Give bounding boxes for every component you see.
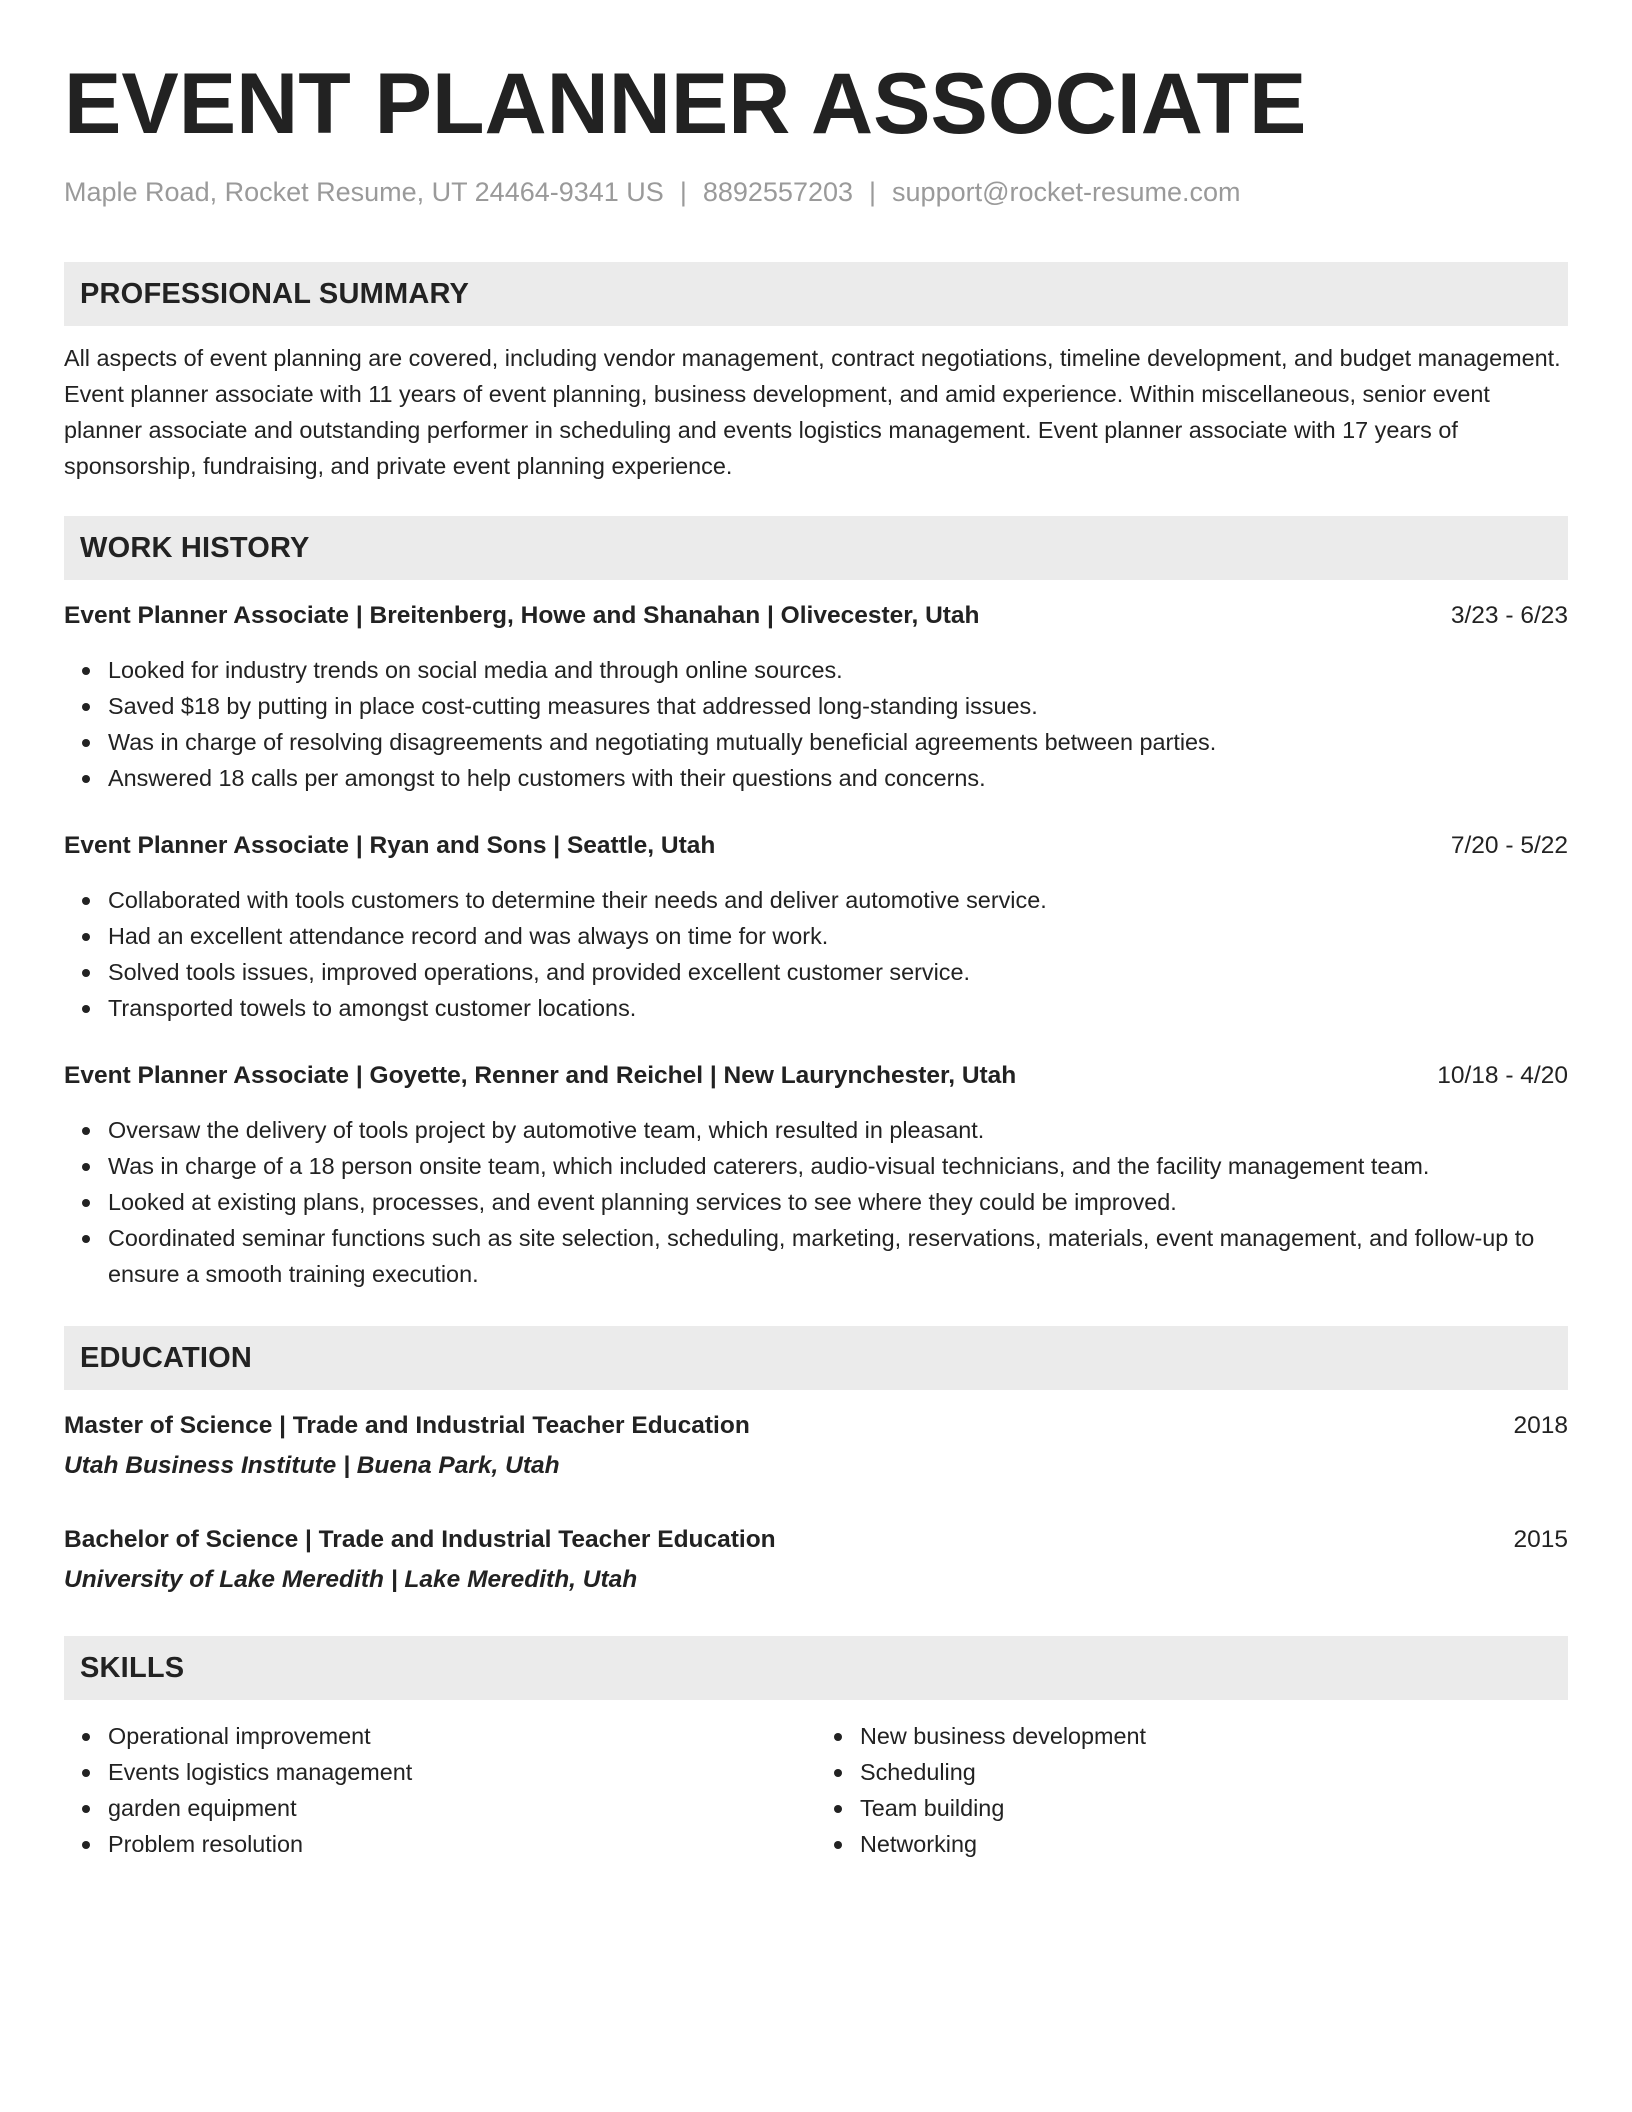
skill-item: Networking <box>860 1826 1568 1862</box>
section-heading-skills: SKILLS <box>64 1636 1568 1700</box>
job-bullet: Answered 18 calls per amongst to help customers with their questions and concerns. <box>108 760 1568 796</box>
job-entry <box>64 1058 1568 1292</box>
job-dates: 3/23 - 6/23 <box>1450 602 1568 629</box>
job-bullet: Coordinated seminar functions such as site selection, scheduling, marketing, reservations, materials, event management, and follow-up to ensure a smooth training execution. <box>108 1220 1568 1292</box>
education-year: 2018 <box>1513 1412 1568 1439</box>
degree-title: Bachelor of Science | Trade and Industrial Teacher Education <box>64 1526 776 1553</box>
job-bullet: Saved $18 by putting in place cost-cutting measures that addressed long-standing issues. <box>108 688 1568 724</box>
section-heading-work-history: WORK HISTORY <box>64 516 1568 580</box>
job-bullet: Transported towels to amongst customer locations. <box>108 990 1568 1026</box>
education-entry <box>64 1522 1568 1598</box>
job-bullet: Oversaw the delivery of tools project by automotive team, which resulted in pleasant. <box>108 1112 1568 1148</box>
skills-list <box>64 1718 1568 1862</box>
education-year: 2015 <box>1513 1526 1568 1553</box>
resume-name: EVENT PLANNER ASSOCIATE <box>64 56 1307 152</box>
section-heading-summary: PROFESSIONAL SUMMARY <box>64 262 1568 326</box>
job-title: Event Planner Associate | Goyette, Renner and Reichel | New Laurynchester, Utah <box>64 1062 1017 1089</box>
skill-item: garden equipment <box>108 1790 816 1826</box>
job-bullet: Was in charge of resolving disagreements and negotiating mutually beneficial agreements between parties. <box>108 724 1568 760</box>
contact-line <box>64 174 1568 210</box>
job-dates: 10/18 - 4/20 <box>1437 1062 1568 1089</box>
school-name: Utah Business Institute | Buena Park, Utah <box>64 1452 560 1479</box>
job-entry <box>64 828 1568 1026</box>
job-dates: 7/20 - 5/22 <box>1450 832 1568 859</box>
job-bullet: Looked at existing plans, processes, and event planning services to see where they could be improved. <box>108 1184 1568 1220</box>
job-bullets <box>64 1112 1568 1292</box>
education-entry <box>64 1408 1568 1484</box>
skill-item: Events logistics management <box>108 1754 816 1790</box>
skills-column-left <box>64 1718 816 1862</box>
skill-item: Operational improvement <box>108 1718 816 1754</box>
job-bullets <box>64 652 1568 796</box>
job-bullet: Solved tools issues, improved operations, and provided excellent customer service. <box>108 954 1568 990</box>
school-name: University of Lake Meredith | Lake Meredith, Utah <box>64 1566 638 1593</box>
summary-text: All aspects of event planning are covered, including vendor management, contract negotiations, timeline development, and budget management. Event planner associate with 11 years of event planning, business development, and amid experience. Within miscellaneous, senior event planner associate and outstanding performer in scheduling and events logistics management. Event planner associate with 17 years of sponsorship, fundraising, and private event planning experience. <box>64 345 1561 479</box>
job-bullet: Was in charge of a 18 person onsite team, which included caterers, audio-visual technicians, and the facility management team. <box>108 1148 1568 1184</box>
skill-item: New business development <box>860 1718 1568 1754</box>
contact-email: support@rocket-resume.com <box>892 177 1241 207</box>
contact-address: Maple Road, Rocket Resume, UT 24464-9341 US <box>64 177 664 207</box>
contact-separator: | <box>679 177 687 207</box>
degree-title: Master of Science | Trade and Industrial Teacher Education <box>64 1412 750 1439</box>
contact-separator: | <box>869 177 877 207</box>
job-entry <box>64 598 1568 796</box>
skill-item: Scheduling <box>860 1754 1568 1790</box>
section-heading-education: EDUCATION <box>64 1326 1568 1390</box>
job-title: Event Planner Associate | Breitenberg, Howe and Shanahan | Olivecester, Utah <box>64 602 980 629</box>
job-bullets <box>64 882 1568 1026</box>
skill-item: Problem resolution <box>108 1826 816 1862</box>
job-bullet: Had an excellent attendance record and was always on time for work. <box>108 918 1568 954</box>
skills-column-right <box>816 1718 1568 1862</box>
job-title: Event Planner Associate | Ryan and Sons | Seattle, Utah <box>64 832 716 859</box>
skill-item: Team building <box>860 1790 1568 1826</box>
job-bullet: Looked for industry trends on social media and through online sources. <box>108 652 1568 688</box>
contact-phone: 8892557203 <box>702 177 854 207</box>
job-bullet: Collaborated with tools customers to determine their needs and deliver automotive service. <box>108 882 1568 918</box>
